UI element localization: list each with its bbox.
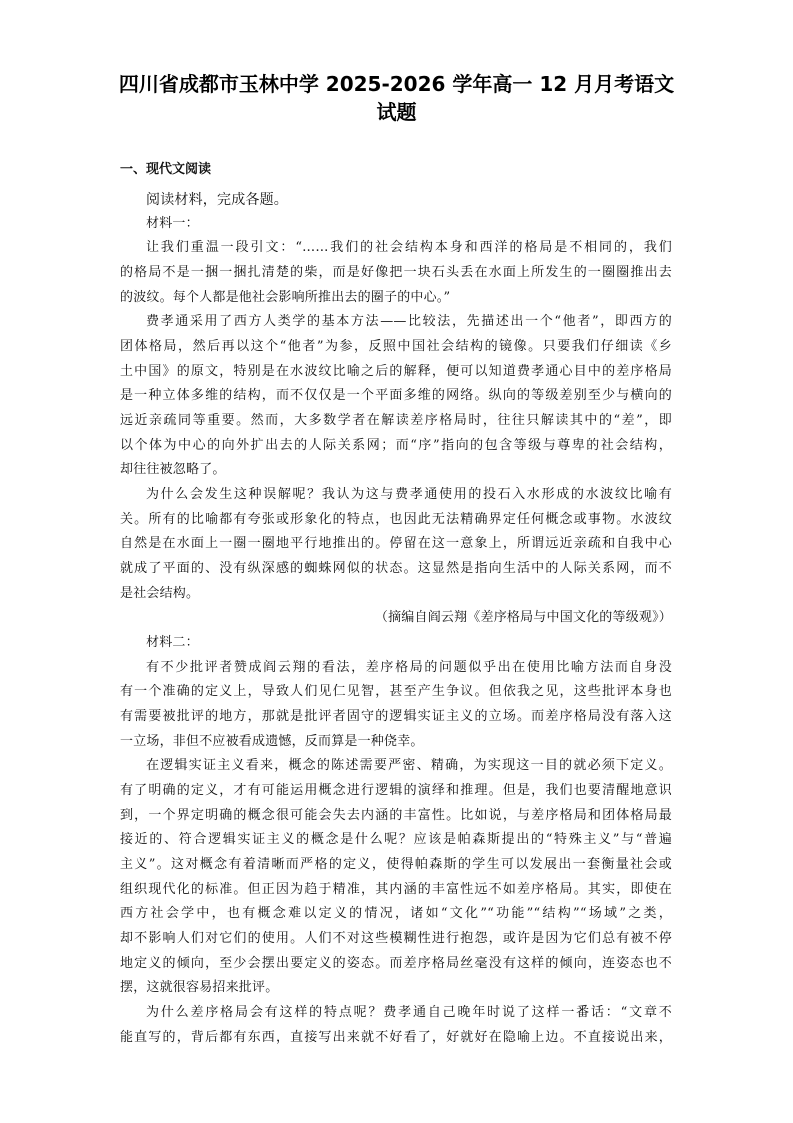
paragraph-line: 为什么差序格局会有这样的特点呢？费孝通自己晚年时说了这样一番话：“文章不 (146, 1005, 672, 1020)
source-citation: （摘编自阎云翔《差序格局与中国文化的等级观》） (374, 610, 672, 625)
paragraph-line: 是一种立体多维的结构，而不仅仅是一个平面多维的网络。纵向的等级差别至少与横向的 (120, 388, 672, 403)
document-title-line-2: 试题 (376, 100, 417, 124)
paragraph-line: 有一个准确的定义上，导致人们见仁见智，甚至产生争议。但依我之见，这些批评本身也 (120, 684, 672, 699)
material-one-label: 材料一： (146, 216, 199, 231)
paragraph-line: 主义”。这对概念有着清晰而严格的定义，使得帕森斯的学生可以发展出一套衡量社会或 (120, 857, 672, 872)
paragraph-line: 就成了平面的、没有纵深感的蜘蛛网似的状态。这显然是指向生活中的人际关系网，而不 (120, 561, 672, 576)
paragraph-line: 有了明确的定义，才有可能运用概念进行逻辑的演绎和推理。但是，我们也要清醒地意识 (120, 783, 672, 798)
paragraph-line: 有需要被批评的地方，那就是批评者固守的逻辑实证主义的立场。而差序格局没有落入这 (120, 709, 672, 724)
paragraph-line: 一立场，非但不应被看成遗憾，反而算是一种侥幸。 (120, 734, 424, 749)
paragraph-line: 地定义的倾向，至少会摆出要定义的姿态。而差序格局丝毫没有这样的倾向，连姿态也不 (120, 956, 672, 971)
paragraph-line: 团体格局，然后再以这个“他者”为参，反照中国社会结构的镜像。只要我们仔细读《乡 (120, 339, 672, 354)
paragraph-line: 摆，这就很容易招来批评。 (120, 980, 279, 995)
instruction-line: 阅读材料，完成各题。 (146, 192, 288, 208)
paragraph-line: 为什么会发生这种误解呢？我认为这与费孝通使用的投石入水形成的水波纹比喻有 (146, 487, 672, 502)
paragraph-line: 接近的、符合逻辑实证主义的概念是什么呢？应该是帕森斯提出的“特殊主义”与“普遍 (120, 832, 672, 847)
paragraph-line: 的波纹。每个人都是他社会影响所推出去的圈子的中心。” (120, 290, 451, 305)
paragraph-line: 是社会结构。 (120, 586, 200, 601)
paragraph-line: 费孝通采用了西方人类学的基本方法——比较法，先描述出一个“他者”，即西方的 (146, 314, 672, 329)
paragraph-line: 自然是在水面上一圈一圈地平行地推出的。停留在这一意象上，所谓远近亲疏和自我中心 (120, 536, 672, 551)
material-two-label: 材料二： (146, 635, 199, 650)
document-title-line-1: 四川省成都市玉林中学 2025-2026 学年高一 12 月月考语文 (118, 72, 675, 96)
paragraph-line: 有不少批评者赞成阎云翔的看法，差序格局的问题似乎出在使用比喻方法而自身没 (146, 660, 672, 675)
paragraph-line: 却往往被忽略了。 (120, 462, 226, 477)
paragraph-line: 关。所有的比喻都有夸张或形象化的特点，也因此无法精确界定任何概念或事物。水波纹 (120, 512, 672, 527)
paragraph-line: 组织现代化的标准。但正因为趋于精准，其内涵的丰富性远不如差序格局。其实，即使在 (120, 882, 672, 897)
paragraph-line: 西方社会学中，也有概念难以定义的情况，诸如“文化”“功能”“结构”“场域”之类， (120, 906, 672, 921)
paragraph-line: 在逻辑实证主义看来，概念的陈述需要严密、精确，为实现这一目的就必须下定义。 (146, 758, 672, 773)
paragraph-line: 让我们重温一段引文：“……我们的社会结构本身和西洋的格局是不相同的，我们 (146, 240, 672, 255)
paragraph-line: 的格局不是一捆一捆扎清楚的柴，而是好像把一块石头丢在水面上所发生的一圈圈推出去 (120, 265, 672, 280)
paragraph-line: 到，一个界定明确的概念很可能会失去内涵的丰富性。比如说，与差序格局和团体格局最 (120, 808, 672, 823)
section-heading: 一、现代文阅读 (120, 162, 212, 177)
paragraph-line: 远近亲疏同等重要。然而，大多数学者在解读差序格局时，往往只解读其中的“差”，即 (120, 413, 672, 428)
paragraph-line: 土中国》的原文，特别是在水波纹比喻之后的解释，便可以知道费孝通心目中的差序格局 (120, 364, 672, 379)
paragraph-line: 以个体为中心的向外扩出去的人际关系网；而“序”指向的包含等级与尊卑的社会结构， (120, 438, 672, 453)
paragraph-line: 却不影响人们对它们的使用。人们不对这些模糊性进行抱怨，或许是因为它们总有被不停 (120, 931, 672, 946)
paragraph-line: 能直写的，背后都有东西，直接写出来就不好看了，好就好在隐喻上边。不直接说出来， (120, 1030, 672, 1045)
